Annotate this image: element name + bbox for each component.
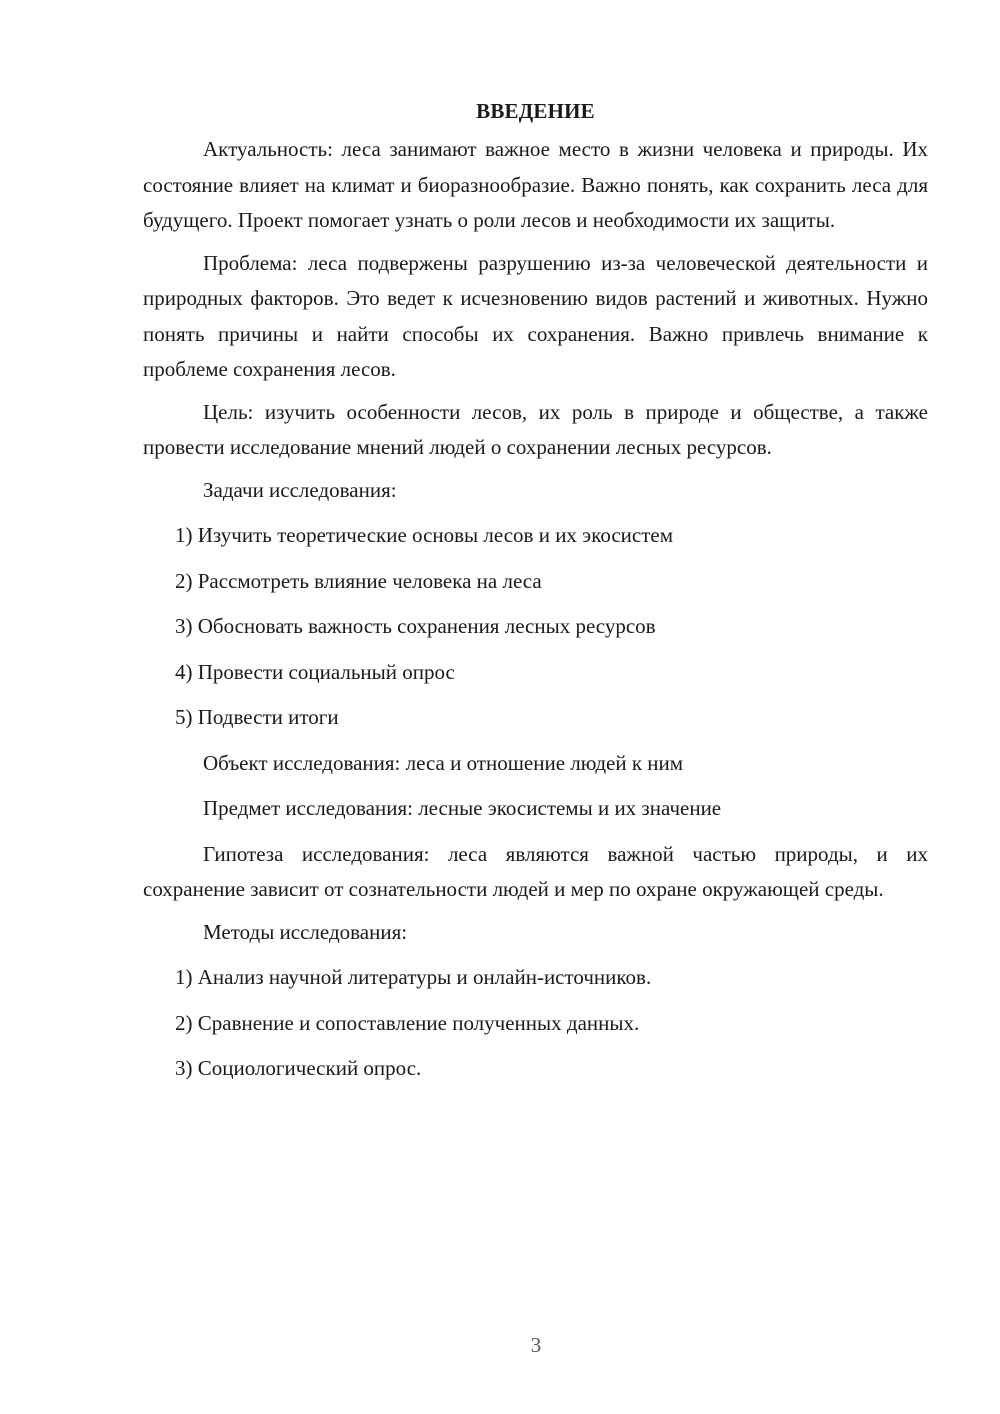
- goal-paragraph: Цель: изучить особенности лесов, их роль в природе и обществе, а также провести исследование мнений людей о сохранении лесных ресурсов.: [143, 399, 928, 459]
- method-item: 1) Анализ научной литературы и онлайн-источников.: [175, 965, 652, 989]
- subject-line: Предмет исследования: лесные экосистемы и их значение: [203, 796, 722, 820]
- problem-paragraph: Проблема: леса подвержены разрушению из-за человеческой деятельности и природных факторов. Это ведет к исчезновению видов растений и животных. Нужно понять причины и найти способы их сохранения. Важно привлечь внимание к проблеме сохранения лесов.: [143, 250, 928, 381]
- task-item: 4) Провести социальный опрос: [175, 659, 455, 684]
- task-item: 3) Обосновать важность сохранения лесных ресурсов: [175, 614, 656, 638]
- relevance-paragraph: Актуальность: леса занимают важное место в жизни человека и природы. Их состояние влияет на климат и биоразнообразие. Важно понять, как сохранить леса для будущего. Проект помогает узнать о роли лесов и необходимости их защиты.: [143, 137, 928, 232]
- method-item: 3) Социологический опрос.: [175, 1056, 422, 1080]
- object-line: Объект исследования: леса и отношение людей к ним: [203, 750, 684, 775]
- page-number: 3: [530, 1333, 542, 1357]
- hypothesis-paragraph: Гипотеза исследования: леса являются важной частью природы, и их сохранение зависит от сознательности людей и мер по охране окружающей среды.: [143, 841, 928, 901]
- method-item: 2) Сравнение и сопоставление полученных данных.: [175, 1010, 640, 1035]
- section-title: ВВЕДЕНИЕ: [476, 99, 595, 123]
- page-content: [143, 94, 928, 1097]
- tasks-heading: Задачи исследования:: [203, 477, 397, 502]
- methods-heading: Методы исследования:: [203, 919, 408, 944]
- task-item: 1) Изучить теоретические основы лесов и их экосистем: [175, 523, 674, 547]
- task-item: 5) Подвести итоги: [175, 705, 339, 729]
- task-item: 2) Рассмотреть влияние человека на леса: [175, 568, 542, 593]
